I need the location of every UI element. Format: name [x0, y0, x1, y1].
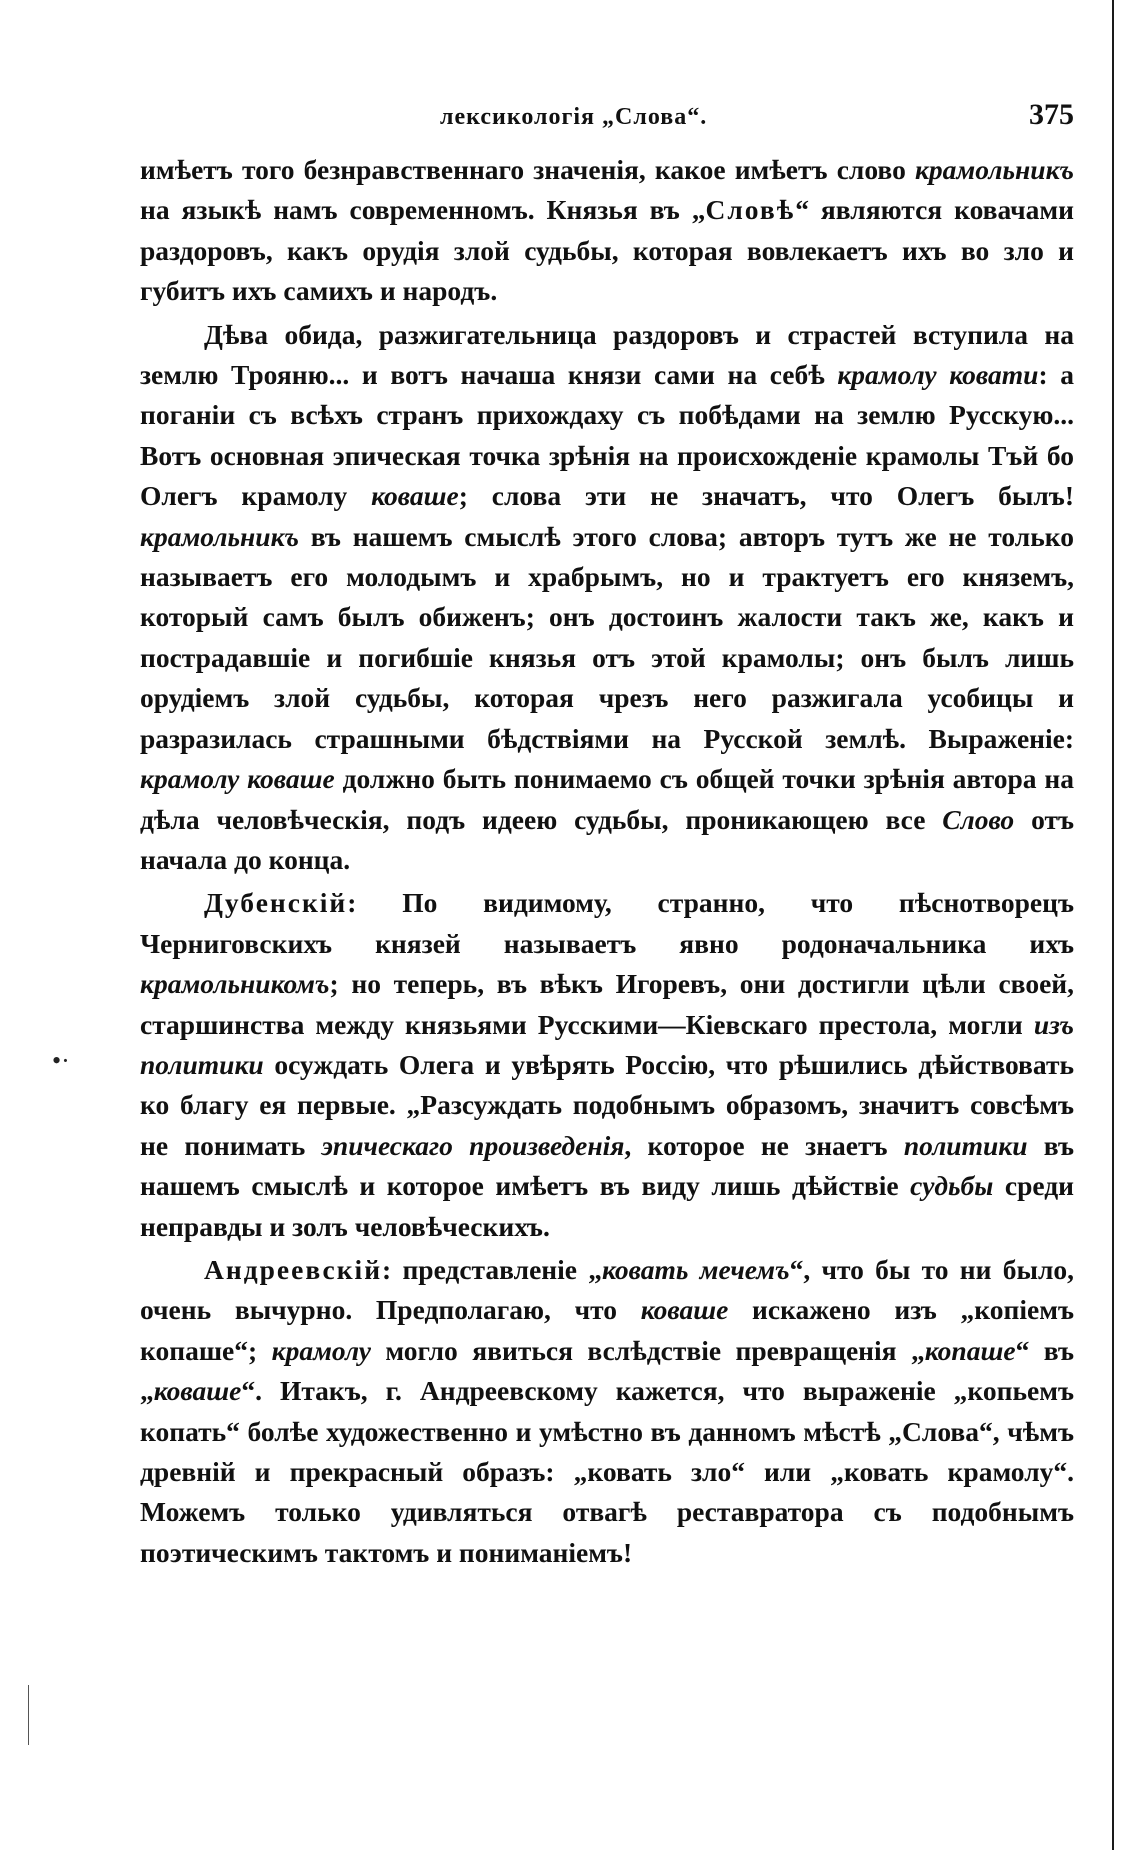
text-run: въ нашемъ смыслѣ и которое имѣетъ въ виду лишь дѣйствiе — [140, 1129, 1074, 1202]
emphasis-text: судьбы — [910, 1170, 994, 1202]
margin-mark: •· — [52, 1046, 70, 1075]
text-run: : представленiе „ — [382, 1253, 602, 1285]
body-text — [140, 150, 1074, 1573]
emphasis-text: крамолу ковати — [837, 359, 1039, 391]
text-run: “ въ „ — [140, 1334, 1074, 1407]
page-header — [140, 98, 1074, 144]
emphasis-text: крамольникомъ — [140, 968, 330, 1000]
paragraph — [140, 315, 1074, 881]
text-run: “ являются ковачами раздоровъ, какъ орудiя злой судьбы, которая вовлекаетъ ихъ во зло и губитъ ихъ самихъ и народъ. — [140, 194, 1074, 307]
spaced-name: Словѣ — [705, 194, 796, 226]
scan-edge-line — [1112, 0, 1114, 1850]
text-run: , которое не знаетъ — [624, 1129, 904, 1161]
emphasis-text: эпическаго произведенiя — [321, 1129, 625, 1161]
text-run: могло явиться вслѣдствiе превращенiя „ — [370, 1334, 925, 1366]
emphasis-text: крамольникъ — [914, 154, 1074, 185]
text-run: на языкѣ намъ современномъ. Князья въ „ — [140, 194, 706, 226]
text-run: “, что бы то ни было, очень вычурно. Предполагаю, что — [140, 1253, 1074, 1326]
text-run: осуждать Олега и увѣрять Россiю, что рѣшились дѣйствовать ко благу ея первые. „Разсуждать подобнымъ образомъ, значитъ совсѣмъ не понимать — [140, 1048, 1074, 1161]
spaced-name: Дубенскiй — [204, 887, 348, 919]
emphasis-text: крамольникъ — [140, 520, 300, 552]
paragraph — [140, 150, 1074, 312]
spaced-name: Андреевскiй — [204, 1253, 383, 1285]
emphasis-text: коваше — [640, 1294, 729, 1326]
emphasis-text: изъ политики — [140, 1008, 1074, 1080]
text-run: должно быть понимаемо съ общей точки зрѣнiя автора на дѣла человѣческiя, подъ идеею судьбы, проникающею все — [140, 763, 1074, 835]
emphasis-text: ковать мечемъ — [601, 1253, 790, 1285]
text-run: искажено изъ „копiемъ копаше“; — [140, 1294, 1074, 1366]
emphasis-text: копаше — [924, 1334, 1016, 1366]
text-run: Дѣва обида, разжигательница раздоровъ и страстей вступила на землю Трояню... и вотъ начаша князи сами на себѣ — [140, 318, 1074, 391]
text-run: ; но теперь, въ вѣкъ Игоревъ, они достигли цѣли своей, старшинства между князьями Русскими—Кiевскаго престола, могли — [140, 968, 1074, 1040]
emphasis-text: крамолу коваше — [140, 763, 335, 795]
text-run: отъ начала до конца. — [140, 803, 1074, 875]
scan-edge-mark — [28, 1685, 29, 1745]
text-run: среди неправды и золъ человѣческихъ. — [140, 1170, 1074, 1242]
emphasis-text: крамолу — [271, 1334, 371, 1366]
paragraph — [140, 1250, 1074, 1573]
text-run: имѣетъ того безнравственнаго значенiя, какое имѣетъ слово — [140, 154, 915, 185]
text-run: “. Итакъ, г. Андреевскому кажется, что выраженiе „копьемъ копать“ болѣе художественно и умѣстно въ данномъ мѣстѣ „Слова“, чѣмъ древнiй и прекрасный образъ: „ковать зло“ или „ковать крамолу“. Можемъ только удивляться отвагѣ реставратора съ подобнымъ поэтическимъ тактомъ и пониманiемъ! — [140, 1375, 1074, 1568]
emphasis-text: коваше — [153, 1375, 242, 1407]
text-run: : По видимому, странно, что пѣснотворецъ Черниговскихъ князей называетъ явно родоначальника ихъ — [140, 887, 1074, 959]
paragraph — [140, 883, 1074, 1247]
text-run: въ нашемъ смыслѣ этого слова; авторъ тутъ же не только называетъ его молодымъ и храбрымъ, но и трактуетъ его княземъ, который самъ былъ обиженъ; онъ достоинъ жалости такъ же, какъ и пострадавшiе и погибшiе князья отъ этой крамолы; онъ былъ лишь орудiемъ злой судьбы, которая чрезъ него разжигала усобицы и разразилась страшными бѣдствiями на Русской землѣ. Выраженiе: — [140, 520, 1074, 754]
running-title: лексикологiя „Слова“. — [440, 104, 708, 130]
emphasis-text: коваше — [371, 480, 459, 512]
text-run: ; слова эти не значатъ, что Олегъ былъ! — [458, 480, 1074, 512]
text-run: : а поганiи съ всѣхъ странъ прихождаху съ побѣдами на землю Русскую... Вотъ основная эпическая точка зрѣнiя на происхожденiе крамолы Тъй бо Олегъ крамолу — [140, 359, 1074, 512]
emphasis-text: политики — [903, 1129, 1028, 1161]
emphasis-text: Слово — [942, 803, 1015, 835]
page-number: 375 — [1029, 98, 1074, 131]
